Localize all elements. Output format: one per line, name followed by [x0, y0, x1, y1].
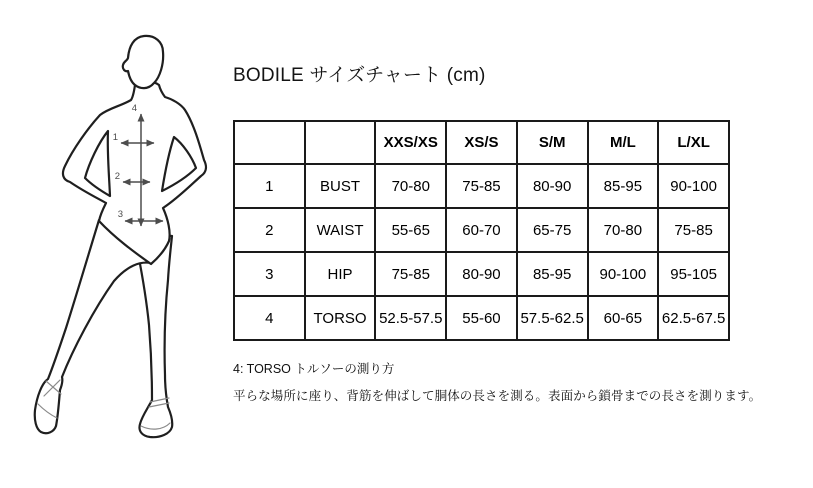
cell-value: 52.5-57.5: [375, 296, 446, 340]
cell-value: 80-90: [517, 164, 588, 208]
table-row-bust: [234, 164, 729, 208]
page-title: BODILE サイズチャート (cm): [233, 65, 486, 86]
table-header-row: [234, 121, 729, 164]
row-number: 4: [234, 296, 305, 340]
cell-value: 60-70: [446, 208, 517, 252]
row-label: BUST: [305, 164, 376, 208]
cell-value: 55-65: [375, 208, 446, 252]
row-number: 2: [234, 208, 305, 252]
size-column-header: L/XL: [658, 121, 729, 164]
torso-note-heading: 4: TORSO トルソーの測り方: [233, 362, 395, 376]
cell-value: 65-75: [517, 208, 588, 252]
cell-value: 90-100: [658, 164, 729, 208]
size-column-header: M/L: [588, 121, 659, 164]
size-chart-table: [233, 120, 730, 341]
cell-value: 70-80: [588, 208, 659, 252]
bust-marker-label: 1: [112, 132, 118, 143]
size-column-header: XXS/XS: [375, 121, 446, 164]
cell-value: 62.5-67.5: [658, 296, 729, 340]
cell-value: 75-85: [658, 208, 729, 252]
dancer-illustration: [2, 0, 232, 460]
waist-marker-label: 2: [114, 171, 120, 182]
cell-value: 90-100: [588, 252, 659, 296]
torso-note-instructions: 平らな場所に座り、背筋を伸ばして胴体の長さを測る。表面から鎖骨までの長さを測ります。: [233, 389, 762, 403]
row-label: WAIST: [305, 208, 376, 252]
row-label: HIP: [305, 252, 376, 296]
head: [123, 36, 163, 88]
corner-cell: [234, 121, 305, 164]
corner-cell: [305, 121, 376, 164]
row-label: TORSO: [305, 296, 376, 340]
dancer-figure: [2, 0, 232, 460]
cell-value: 80-90: [446, 252, 517, 296]
cell-value: 95-105: [658, 252, 729, 296]
row-number: 1: [234, 164, 305, 208]
cell-value: 57.5-62.5: [517, 296, 588, 340]
cell-value: 85-95: [517, 252, 588, 296]
cell-value: 75-85: [375, 252, 446, 296]
torso-marker-label: 4: [131, 103, 137, 114]
size-column-header: XS/S: [446, 121, 517, 164]
cell-value: 70-80: [375, 164, 446, 208]
cell-value: 60-65: [588, 296, 659, 340]
table-row-torso: [234, 296, 729, 340]
row-number: 3: [234, 252, 305, 296]
table-row-hip: [234, 252, 729, 296]
table-row-waist: [234, 208, 729, 252]
size-column-header: S/M: [517, 121, 588, 164]
cell-value: 85-95: [588, 164, 659, 208]
cell-value: 75-85: [446, 164, 517, 208]
hip-marker-label: 3: [117, 209, 123, 220]
cell-value: 55-60: [446, 296, 517, 340]
measurement-notes: [233, 359, 762, 404]
